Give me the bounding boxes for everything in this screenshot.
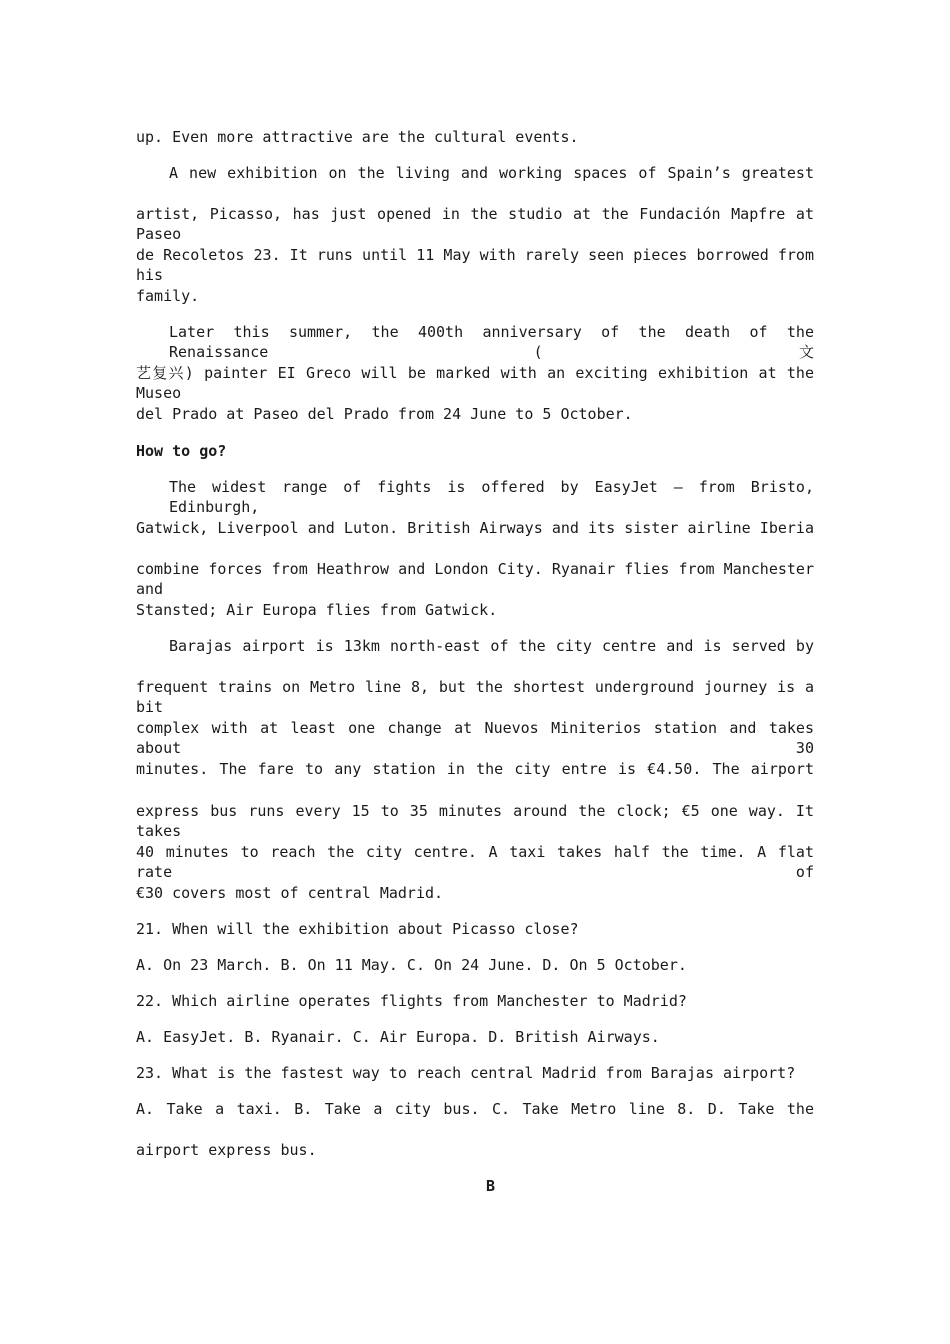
text-line: complex with at least one change at Nuevos Miniterios station and takes about 30 (136, 719, 814, 757)
options-23-continued: airport express bus. (136, 1141, 317, 1159)
text-line: The widest range of fights is offered by EasyJet — from Bristo, Edinburgh, (169, 478, 814, 516)
text-line: de Recoletos 23. It runs until 11 May with rarely seen pieces borrowed from his (136, 246, 814, 284)
section-label-b: B (486, 1177, 496, 1195)
text-line: express bus runs every 15 to 35 minutes around the clock; €5 one way. It takes (136, 802, 814, 840)
text-line: A new exhibition on the living and working spaces of Spain’s greatest (169, 164, 814, 182)
text-line: family. (136, 287, 200, 305)
options-23: A. Take a taxi. B. Take a city bus. C. Take Metro line 8. D. Take the (136, 1100, 814, 1118)
question-21: 21. When will the exhibition about Picasso close? (136, 920, 579, 938)
text-line: 40 minutes to reach the city centre. A taxi takes half the time. A flat rate of (136, 843, 814, 881)
text-line: €30 covers most of central Madrid. (136, 884, 444, 902)
text-line: frequent trains on Metro line 8, but the shortest underground journey is a bit (136, 678, 814, 716)
text-line: combine forces from Heathrow and London City. Ryanair flies from Manchester and (136, 560, 814, 598)
text-line: minutes. The fare to any station in the city entre is €4.50. The airport (136, 760, 814, 778)
text-line: up. Even more attractive are the cultural events. (136, 128, 579, 146)
options-22: A. EasyJet. B. Ryanair. C. Air Europa. D. British Airways. (136, 1028, 660, 1046)
text-line: Gatwick, Liverpool and Luton. British Airways and its sister airline Iberia (136, 519, 814, 537)
question-23: 23. What is the fastest way to reach central Madrid from Barajas airport? (136, 1064, 796, 1082)
text-line: Barajas airport is 13km north-east of the city centre and is served by (169, 637, 814, 655)
question-22: 22. Which airline operates flights from Manchester to Madrid? (136, 992, 687, 1010)
text-line: Stansted; Air Europa flies from Gatwick. (136, 601, 498, 619)
options-21: A. On 23 March. B. On 11 May. C. On 24 June. D. On 5 October. (136, 956, 687, 974)
text-line: artist, Picasso, has just opened in the studio at the Fundación Mapfre at Paseo (136, 205, 814, 243)
text-line: del Prado at Paseo del Prado from 24 June to 5 October. (136, 405, 633, 423)
text-line: Later this summer, the 400th anniversary of the death of the Renaissance (文 (169, 323, 814, 361)
text-line: 艺复兴) painter EI Greco will be marked with an exciting exhibition at the Museo (136, 364, 814, 402)
section-heading: How to go? (136, 442, 227, 460)
